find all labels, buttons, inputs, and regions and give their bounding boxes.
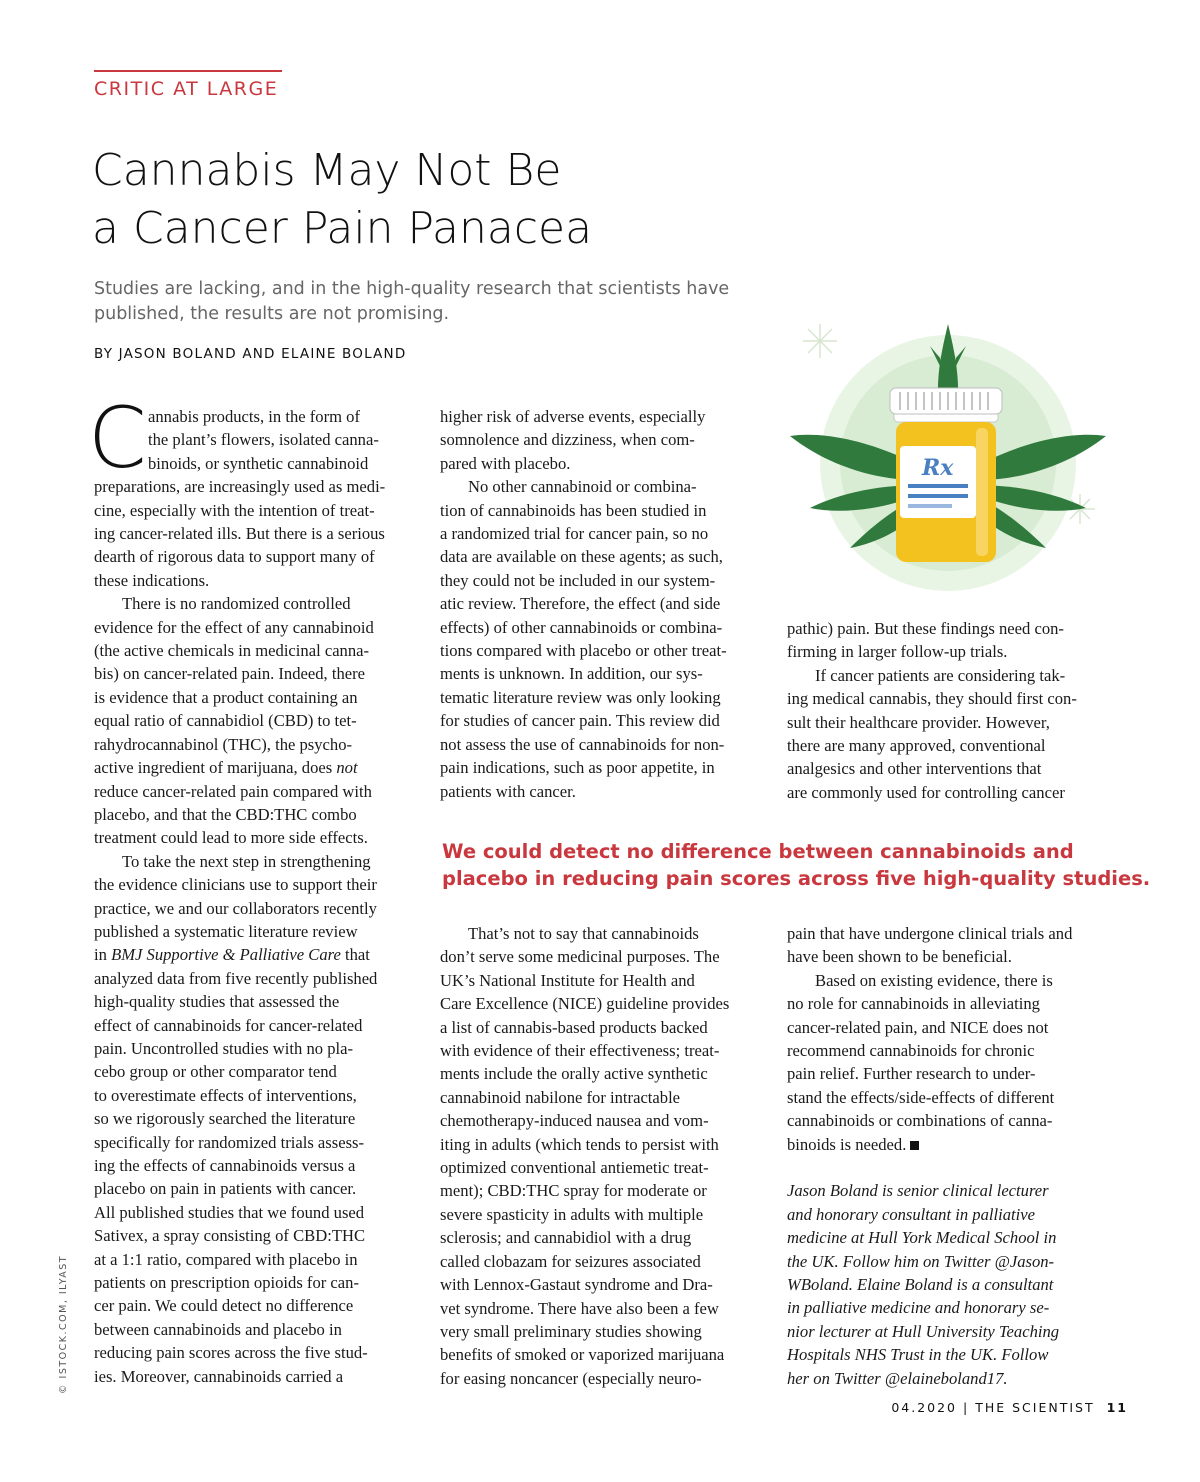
- text-line: data are available on these agents; as such,: [440, 547, 723, 567]
- author-bio-line: WBoland. Elaine Boland is a consultant: [787, 1275, 1054, 1295]
- text-line: analyzed data from five recently published: [94, 968, 378, 988]
- text-line: preparations, are increasingly used as medi-: [94, 477, 386, 497]
- text-line: have been shown to be beneficial.: [787, 947, 1012, 967]
- text-line: is evidence that a product containing an: [94, 687, 358, 707]
- text-line: patients with cancer.: [440, 781, 576, 801]
- text-line: very small preliminary studies showing: [440, 1321, 702, 1341]
- headline-line: Cannabis May Not Be: [92, 145, 562, 196]
- text-line: for easing noncancer (especially neuro-: [440, 1368, 702, 1388]
- text-line: a list of cannabis-based products backed: [440, 1017, 708, 1037]
- dek: [94, 277, 814, 327]
- text-line: effects) of other cannabinoids or combina-: [440, 617, 723, 637]
- text-line: ing the effects of cannabinoids versus a: [94, 1156, 356, 1175]
- text-line: patients on prescription opioids for can-: [94, 1273, 359, 1293]
- text-line: That’s not to say that cannabinoids: [468, 924, 699, 943]
- text-line: for studies of cancer pain. This review did: [440, 711, 720, 731]
- text-line: ing medical cannabis, they should first con-: [787, 689, 1077, 709]
- spacer: [787, 1156, 1072, 1179]
- text-line: evidence for the effect of any cannabinoid: [94, 617, 374, 637]
- text-line: If cancer patients are considering tak-: [815, 665, 1066, 685]
- text-line: sclerosis; and cannabidiol with a drug: [440, 1228, 692, 1248]
- dek-line: published, the results are not promising.: [94, 304, 450, 324]
- pull-quote-line: We could detect no difference between cannabinoids and: [442, 840, 1074, 863]
- text-line: severe spasticity in adults with multiple: [440, 1204, 704, 1224]
- body-column-2-top: [440, 405, 727, 803]
- text-line: cine, especially with the intention of treat-: [94, 500, 375, 520]
- text-line: (the active chemicals in medicinal canna-: [94, 641, 370, 661]
- text-line: not assess the use of cannabinoids for non-: [440, 734, 725, 754]
- text-line: practice, we and our collaborators recently: [94, 898, 377, 918]
- text-line: higher risk of adverse events, especially: [440, 407, 706, 426]
- pull-quote: [442, 838, 1150, 892]
- text-line: pain relief. Further research to under-: [787, 1064, 1036, 1084]
- text-line: pared with placebo.: [440, 453, 571, 473]
- author-bio-line: in palliative medicine and honorary se-: [787, 1298, 1050, 1318]
- author-bio-line: nior lecturer at Hull University Teaching: [787, 1321, 1060, 1341]
- body-column-3-bottom: [787, 922, 1072, 1390]
- text-line: To take the next step in strengthening: [122, 851, 371, 871]
- author-bio-line: Hospitals NHS Trust in the UK. Follow: [787, 1345, 1049, 1365]
- text-line: a randomized trial for cancer pain, so no: [440, 524, 709, 544]
- rx-label: Rx: [922, 455, 954, 481]
- headline-line: a Cancer Pain Panacea: [92, 203, 593, 254]
- text-line: stand the effects/side-effects of different: [787, 1087, 1055, 1107]
- text-line: binoids is needed.: [787, 1134, 907, 1154]
- body-column-3-top: [787, 617, 1077, 804]
- body-column-1: [94, 405, 385, 1388]
- footer-separator: |: [963, 1400, 970, 1415]
- dek-line: Studies are lacking, and in the high-quality research that scientists have: [94, 279, 730, 299]
- text-line: no role for cannabinoids in alleviating: [787, 994, 1040, 1014]
- text-line: at a 1:1 ratio, compared with placebo in: [94, 1249, 358, 1269]
- text-line: cancer-related pain, and NICE does not: [787, 1017, 1049, 1037]
- text-line: active ingredient of marijuana, does not: [94, 758, 358, 778]
- text-line: UK’s National Institute for Health and: [440, 970, 695, 990]
- text-line: iting in adults (which tends to persist with: [440, 1134, 719, 1154]
- end-mark-icon: [910, 1141, 919, 1150]
- text-line: atic review. Therefore, the effect (and side: [440, 594, 721, 614]
- text-line: in BMJ Supportive & Palliative Care that: [94, 945, 370, 965]
- byline: BY JASON BOLAND AND ELAINE BOLAND: [94, 346, 407, 362]
- text-line: treatment could lead to more side effects.: [94, 828, 368, 848]
- body-column-2-bottom: [440, 922, 729, 1390]
- page-number: 11: [1106, 1400, 1128, 1415]
- text-line: recommend cannabinoids for chronic: [787, 1041, 1035, 1061]
- text-line: vet syndrome. There have also been a few: [440, 1298, 719, 1318]
- text-line: Based on existing evidence, there is: [815, 970, 1053, 990]
- text-line: tions compared with placebo or other treat-: [440, 641, 727, 661]
- author-bio-line: and honorary consultant in palliative: [787, 1204, 1035, 1224]
- text-line: between cannabinoids and placebo in: [94, 1319, 342, 1339]
- cannabis-pill-bottle-illustration: [790, 318, 1110, 608]
- text-line: reducing pain scores across the five stud-: [94, 1343, 368, 1363]
- text-line: analgesics and other interventions that: [787, 759, 1042, 779]
- text-line: effect of cannabinoids for cancer-related: [94, 1015, 363, 1035]
- text-line: sult their healthcare provider. However,: [787, 712, 1050, 732]
- text-line: Care Excellence (NICE) guideline provides: [440, 994, 730, 1014]
- text-line: rahydrocannabinol (THC), the psycho-: [94, 734, 353, 754]
- text-line: published a systematic literature review: [94, 921, 358, 941]
- publication-name: THE SCIENTIST: [975, 1400, 1095, 1415]
- photo-credit: © ISTOCK.COM, ILYAST: [58, 1254, 69, 1394]
- text-line: reduce cancer-related pain compared with: [94, 781, 372, 801]
- text-line: ies. Moreover, cannabinoids carried a: [94, 1366, 344, 1386]
- text-line: There is no randomized controlled: [122, 594, 351, 614]
- text-line: benefits of smoked or vaporized marijuana: [440, 1345, 725, 1365]
- text-line: equal ratio of cannabidiol (CBD) to tet-: [94, 711, 357, 731]
- text-line: pathic) pain. But these findings need con-: [787, 619, 1064, 638]
- text-line: so we rigorously searched the literature: [94, 1109, 356, 1129]
- text-line: the evidence clinicians use to support their: [94, 875, 377, 895]
- text-line: are commonly used for controlling cancer: [787, 782, 1065, 802]
- pull-quote-line: placebo in reducing pain scores across five high-quality studies.: [442, 867, 1151, 890]
- text-line: ments include the orally active synthetic: [440, 1064, 708, 1084]
- text-line: dearth of rigorous data to support many of: [94, 547, 375, 567]
- text-line: chemotherapy-induced nausea and vom-: [440, 1111, 709, 1131]
- text-line: optimized conventional antiemetic treat-: [440, 1158, 709, 1178]
- text-line: binoids, or synthetic cannabinoid: [148, 453, 369, 473]
- text-line: Sativex, a spray consisting of CBD:THC: [94, 1226, 366, 1246]
- text-line: somnolence and dizziness, when com-: [440, 430, 695, 450]
- text-line: ment); CBD:THC spray for moderate or: [440, 1181, 707, 1201]
- pill-bottle: [890, 388, 1002, 562]
- text-line: bis) on cancer-related pain. Indeed, there: [94, 664, 366, 684]
- text-line: ing cancer-related ills. But there is a serious: [94, 524, 385, 544]
- author-bio-line: the UK. Follow him on Twitter @Jason-: [787, 1251, 1055, 1271]
- text-line: ments is unknown. In addition, our sys-: [440, 664, 703, 684]
- headline: [92, 142, 592, 258]
- text-line: with evidence of their effectiveness; treat-: [440, 1041, 720, 1061]
- text-line: high-quality studies that assessed the: [94, 992, 340, 1012]
- author-bio-line: Jason Boland is senior clinical lecturer: [787, 1181, 1049, 1201]
- drop-cap: C: [88, 389, 147, 487]
- page-footer: [891, 1400, 1128, 1415]
- author-bio-line: her on Twitter @elaineboland17.: [787, 1368, 1008, 1388]
- text-line: pain that have undergone clinical trials and: [787, 924, 1073, 943]
- text-line-last: [787, 1133, 1072, 1156]
- text-line: placebo on pain in patients with cancer.: [94, 1179, 357, 1199]
- text-line: these indications.: [94, 570, 210, 590]
- text-line: All published studies that we found used: [94, 1202, 365, 1222]
- section-label: CRITIC AT LARGE: [94, 70, 282, 100]
- text-line: the plant’s flowers, isolated canna-: [148, 430, 379, 450]
- text-line: specifically for randomized trials assess-: [94, 1132, 365, 1152]
- text-line: No other cannabinoid or combina-: [468, 477, 697, 497]
- text-line: firming in larger follow-up trials.: [787, 642, 1008, 662]
- text-line: to overestimate effects of interventions,: [94, 1085, 357, 1105]
- issue-date: 04.2020: [891, 1400, 958, 1415]
- text-line: cer pain. We could detect no difference: [94, 1296, 354, 1316]
- text-line: placebo, and that the CBD:THC combo: [94, 804, 357, 824]
- text-line: tematic literature review was only looking: [440, 687, 721, 707]
- author-bio-line: medicine at Hull York Medical School in: [787, 1228, 1057, 1248]
- text-line: cannabinoid nabilone for intractable: [440, 1087, 681, 1107]
- text-line: with Lennox-Gastaut syndrome and Dra-: [440, 1275, 713, 1295]
- text-line: pain. Uncontrolled studies with no pla-: [94, 1038, 354, 1058]
- text-line: they could not be included in our system-: [440, 570, 716, 590]
- text-line: don’t serve some medicinal purposes. The: [440, 947, 720, 967]
- text-line: pain indications, such as poor appetite, in: [440, 758, 715, 778]
- text-line: annabis products, in the form of: [148, 407, 360, 426]
- text-line: tion of cannabinoids has been studied in: [440, 500, 707, 520]
- text-line: called clobazam for seizures associated: [440, 1251, 701, 1271]
- text-line: there are many approved, conventional: [787, 736, 1046, 756]
- text-line: cannabinoids or combinations of canna-: [787, 1111, 1053, 1131]
- text-line: cebo group or other comparator tend: [94, 1062, 337, 1082]
